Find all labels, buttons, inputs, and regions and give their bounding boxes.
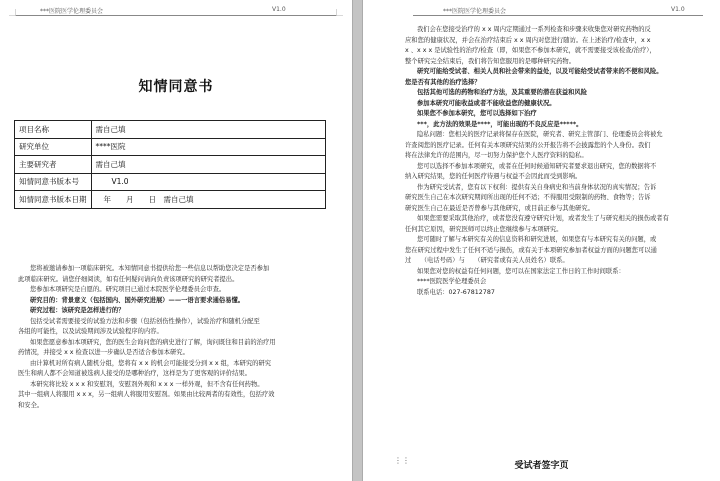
body-paragraph: 如果您不参加本研究，您可以选择如下治疗: [417, 110, 537, 117]
body-paragraph: 研究医生自己在最近是否曾参与其他研究，或目前正参与其他研究。: [405, 204, 594, 212]
header-version: V1.0: [671, 6, 685, 13]
body-paragraph: 您可以选择不参加本项研究，或者在任何时候通知研究者要求退出研究，您的数据将不: [417, 162, 657, 170]
body-paragraph: 包括受试者需要接受的试验方法和步骤（包括创伤性操作），试验治疗和随机分配至: [30, 317, 260, 325]
table-value: 需自己填: [91, 156, 326, 174]
body-paragraph: 我们会在您接受治疗的 x x 周内定期通过一系列检查和步骤来收集您对研究药物的反: [417, 26, 651, 33]
header-rule: [16, 15, 336, 16]
body-paragraph: 包括其他可选的药物和治疗方法，及其重要的潜在获益和风险: [417, 89, 588, 96]
body-paragraph: 您可随时了解与本研究有关的信息资料和研究进展，如果您有与本研究有关的问题，或: [417, 236, 657, 243]
body-paragraph: 医生和病人都不会知道被选病人接受的是哪种治疗，这样是为了更客观的评价结果。: [18, 370, 251, 377]
body-paragraph: 任何其它原因，研究医师可以终止您继续参与本项研究。: [405, 225, 563, 233]
sign-page-title: 受试者签字页: [514, 461, 569, 471]
body-paragraph: 本研究将比较 x x x 和安慰剂，安慰剂外观和 x x x 一样外观，但不含有任何药物。: [30, 380, 264, 388]
header-committee: ***医院医学伦理委员会: [40, 8, 104, 15]
body-paragraph: 和安全。: [18, 401, 44, 409]
body-paragraph: 许查阅您的医疗记录。任何有关本项研究结果的公开报告将不会披露您的个人身份。我们: [405, 141, 651, 149]
table-row: [15, 173, 326, 191]
consent-title: 知情同意书: [138, 79, 214, 95]
body-paragraph: 应和您的健康状况，并会在治疗结束后 x x 周内对您进行随访。在上述治疗/检查中，x x: [405, 36, 651, 44]
body-paragraph: 如果您对您的权益有任何问题，您可以在国家法定工作日的工作时间联系：: [417, 267, 625, 275]
table-value: ****医院: [91, 138, 326, 156]
body-paragraph: 研究过程：该研究是怎样进行的？: [30, 307, 125, 314]
body-paragraph: 其中一组病人将服用 x x x，另一组病人将服用安慰剂。如果由比较两者的有效性，包括疗效: [18, 391, 275, 398]
table-value: 年 月 日 需自己填: [91, 191, 326, 209]
table-value: 需自己填: [91, 121, 326, 139]
body-paragraph: 作为研究受试者，您有以下权利：提供有关自身病史和当前身体状况的真实情况；告诉: [417, 183, 657, 191]
body-paragraph: 如果您愿意参加本项研究，您的医生会询问您的病史进行了解，询问既往和目前的治疗用: [30, 338, 276, 346]
document-page-1: [0, 0, 352, 481]
body-paragraph: 研究目的：背景意义（包括国内、国外研究进展）——一语言要求通俗易懂。: [30, 296, 245, 304]
body-paragraph: 您在研究过程中发生了任何不适与损伤，或有关于本项研究参加者权益方面的问题您可以通: [405, 246, 657, 254]
crop-mark-icon: [9, 9, 16, 16]
header-version: V1.0: [272, 6, 286, 13]
body-paragraph: 此项临床研究。请您仔细阅读，如有任何疑问请向负责该项研究的研究者提出。: [18, 275, 239, 283]
table-label: 主要研究者: [15, 156, 92, 174]
body-paragraph: 您是否有其他的治疗选择？: [405, 78, 481, 86]
page2-body: [405, 25, 710, 298]
table-label: 项目名称: [15, 121, 92, 139]
body-paragraph: 参加本研究可能收益或者不能收益您的健康状况。: [417, 99, 556, 107]
body-paragraph: 整个研究完全结束后，我们将告知您服用的是哪种研究药物。: [405, 57, 576, 65]
document-page-2: [363, 0, 720, 481]
body-paragraph: 研究可能给受试者、相关人员和社会带来的益处，以及可能给受试者带来的不便和风险。: [417, 68, 663, 75]
info-table: [14, 120, 326, 209]
body-paragraph: 研究医生自己在本次研究期间所出现的任何不适；不得服用受限制的药物、食物等；告诉: [405, 194, 651, 201]
body-paragraph: ****医院医学伦理委员会: [417, 278, 487, 285]
page-gap-scrollbar[interactable]: [353, 0, 362, 481]
table-row: [15, 156, 326, 174]
body-paragraph: 隐私问题：您相关的医疗记录将保存在医院，研究者、研究主管部门、伦理委员会将被允: [417, 131, 663, 138]
header-committee: ***医院医学伦理委员会: [443, 8, 507, 15]
header-rule: [413, 15, 703, 16]
body-paragraph: x 、x x x 是试验性的治疗/检查（即，如果您不参加本研究，就不需要接受该检查/治疗），: [405, 47, 656, 54]
table-row: [15, 191, 326, 209]
table-row: [15, 121, 326, 139]
body-paragraph: 纳入研究结果，您的任何医疗待遇与权益不会因此而受到影响。: [405, 173, 582, 180]
body-paragraph: 您将被邀请参加一项临床研究。本知情同意书提供给您一些信息以帮助您决定是否参加: [30, 265, 270, 272]
body-paragraph: ***，此方法的效果是****，可能出现的不良反应是*****。: [417, 120, 583, 128]
body-paragraph: 各组的可能性，以及试验期间涉及试验程序的内容。: [18, 328, 163, 335]
body-paragraph: 将在法律允许的范围内，尽一切努力保护您个人医疗资料的隐私。: [405, 152, 588, 159]
table-label: 知情同意书版本号: [15, 173, 92, 191]
drag-handle-icon[interactable]: ⋮⋮: [394, 456, 410, 465]
table-label: 研究单位: [15, 138, 92, 156]
body-paragraph: 药情况，并接受 x x 检查以进一步确认是否适合参加本研究。: [18, 349, 189, 356]
body-paragraph: 您参加本项研究是自愿的。研究项目已通过本院医学伦理委员会审查。: [30, 286, 226, 293]
body-paragraph: 由计算机对所有病人随机分组，您将有 x x 的机会可能接受分到 x x 组，本研究的研究: [30, 359, 272, 367]
body-paragraph: 联系电话：027-67812787: [417, 288, 495, 296]
body-paragraph: 如果您需要采取其他治疗，或者您没有遵守研究计划，或者发生了与研究相关的损伤或者有: [417, 215, 669, 222]
table-row: [15, 138, 326, 156]
body-paragraph: 过 （电话号码）与 （研究者或有关人员姓名）联系。: [405, 257, 569, 264]
page1-body: [18, 264, 338, 411]
table-value: V1.0: [91, 173, 326, 191]
crop-mark-icon: [336, 9, 343, 16]
table-label: 知情同意书版本日期: [15, 191, 92, 209]
